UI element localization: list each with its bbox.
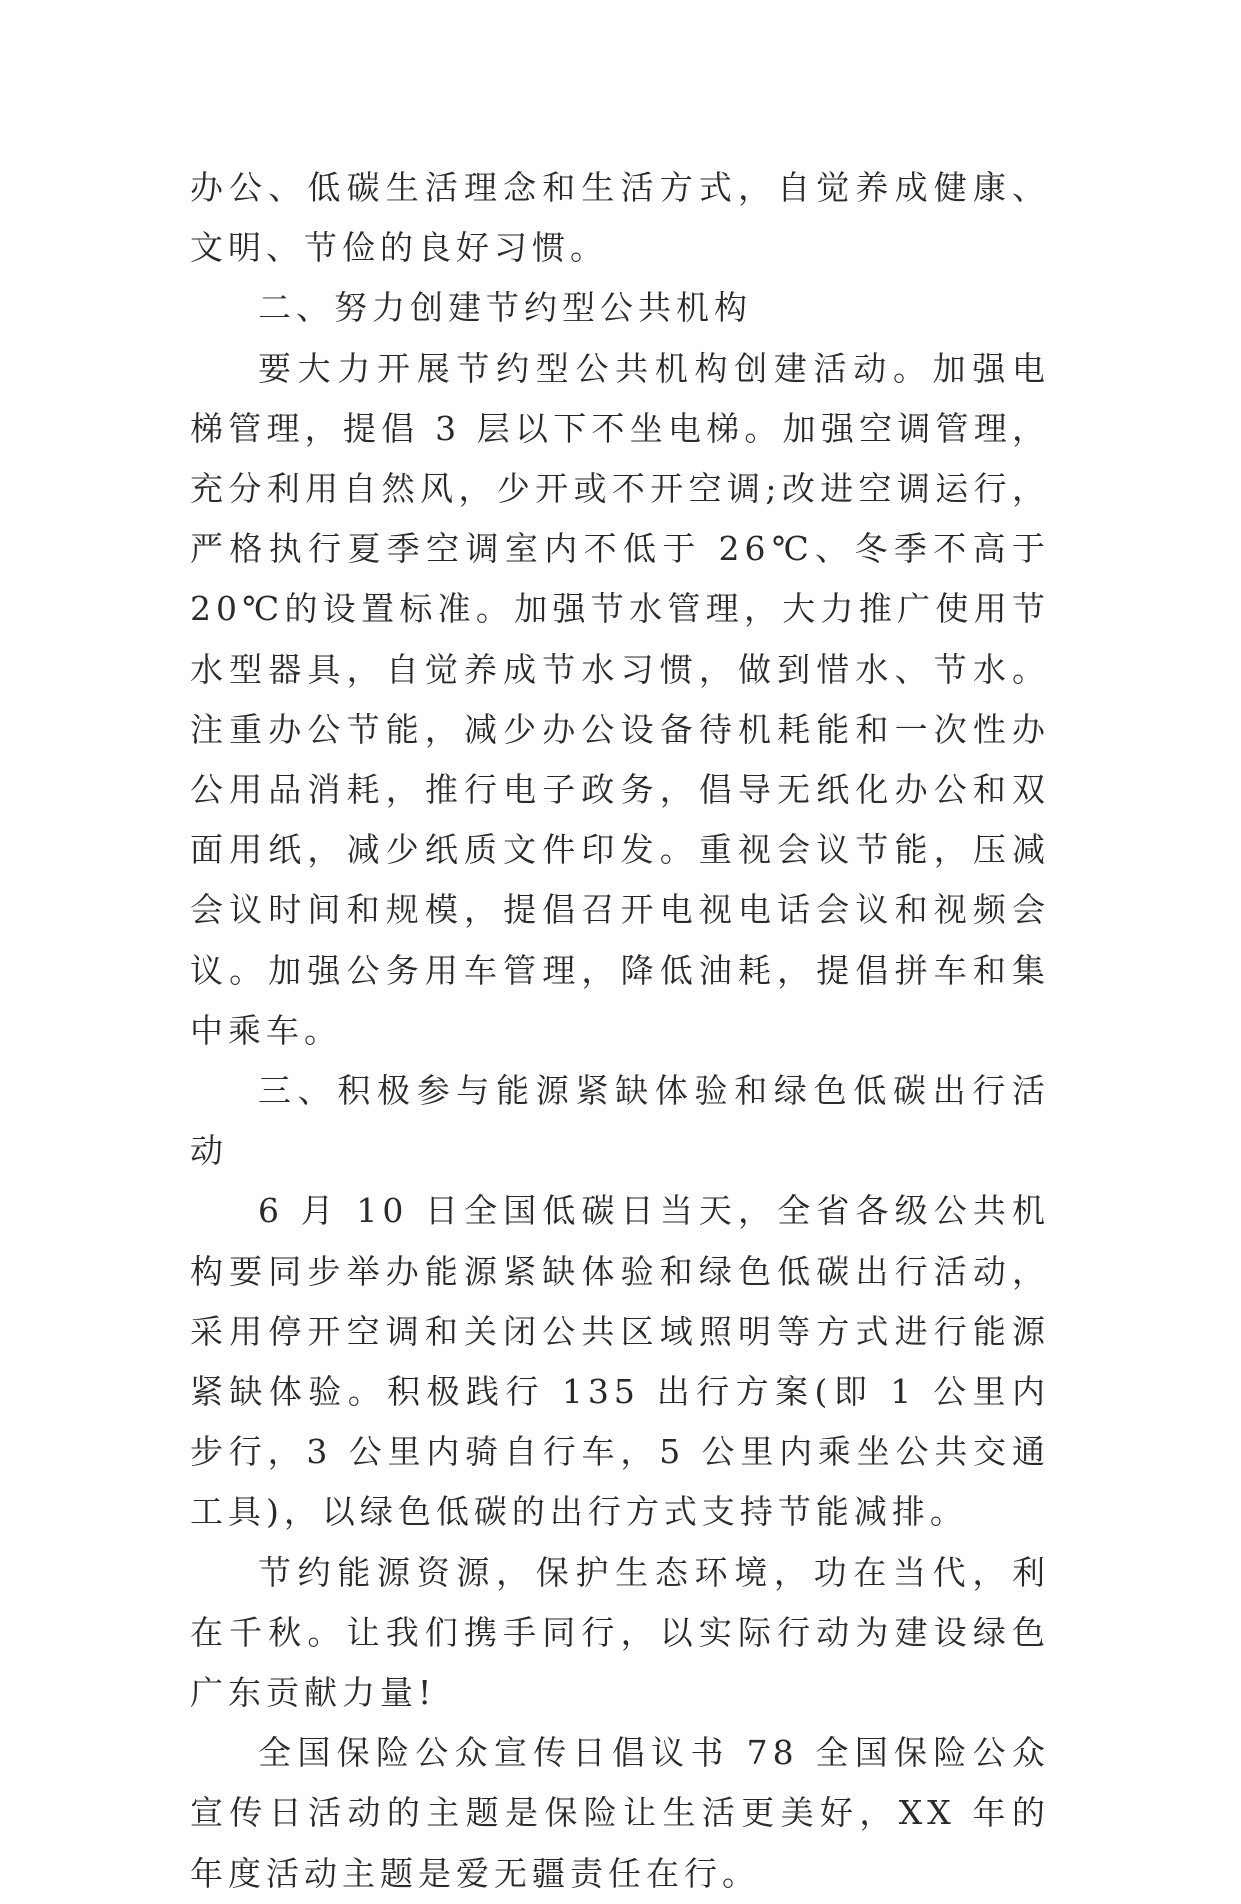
- paragraph-continuation: 办公、低碳生活理念和生活方式，自觉养成健康、文明、节俭的良好习惯。: [190, 168, 1050, 268]
- section-heading-2: 二、努力创建节约型公共机构: [258, 288, 752, 328]
- paragraph-closing: 节约能源资源，保护生态环境，功在当代，利在千秋。让我们携手同行，以实际行动为建设绿色广东贡献力量!: [190, 1552, 1050, 1713]
- document-body: [190, 158, 1050, 1904]
- section-heading-3: 三、积极参与能源紧缺体验和绿色低碳出行活动: [190, 1071, 1050, 1171]
- paragraph-low-carbon-day: 6 月 10 日全国低碳日当天，全省各级公共机构要同步举办能源紧缺体验和绿色低碳出行活动，采用停开空调和关闭公共区域照明等方式进行能源紧缺体验。积极践行 135 出行方案(即 1 公里内步行，3 公里内骑自行车，5 公里内乘坐公共交通工具)，以绿色低碳的出行方式支持节能减排。: [190, 1191, 1050, 1532]
- paragraph-insurance-day: 全国保险公众宣传日倡议书 78 全国保险公众宣传日活动的主题是保险让生活更美好，XX 年的年度活动主题是爱无疆责任在行。: [190, 1733, 1050, 1893]
- paragraph-public-institution: 要大力开展节约型公共机构创建活动。加强电梯管理，提倡 3 层以下不坐电梯。加强空调管理，充分利用自然风，少开或不开空调;改进空调运行，严格执行夏季空调室内不低于 26℃、冬季不高于 20℃的设置标准。加强节水管理，大力推广使用节水型器具，自觉养成节水习惯，做到惜水、节水。注重办公节能，减少办公设备待机耗能和一次性办公用品消耗，推行电子政务，倡导无纸化办公和双面用纸，减少纸质文件印发。重视会议节能，压减会议时间和规模，提倡召开电视电话会议和视频会议。加强公务用车管理，降低油耗，提倡拼车和集中乘车。: [190, 348, 1050, 1050]
